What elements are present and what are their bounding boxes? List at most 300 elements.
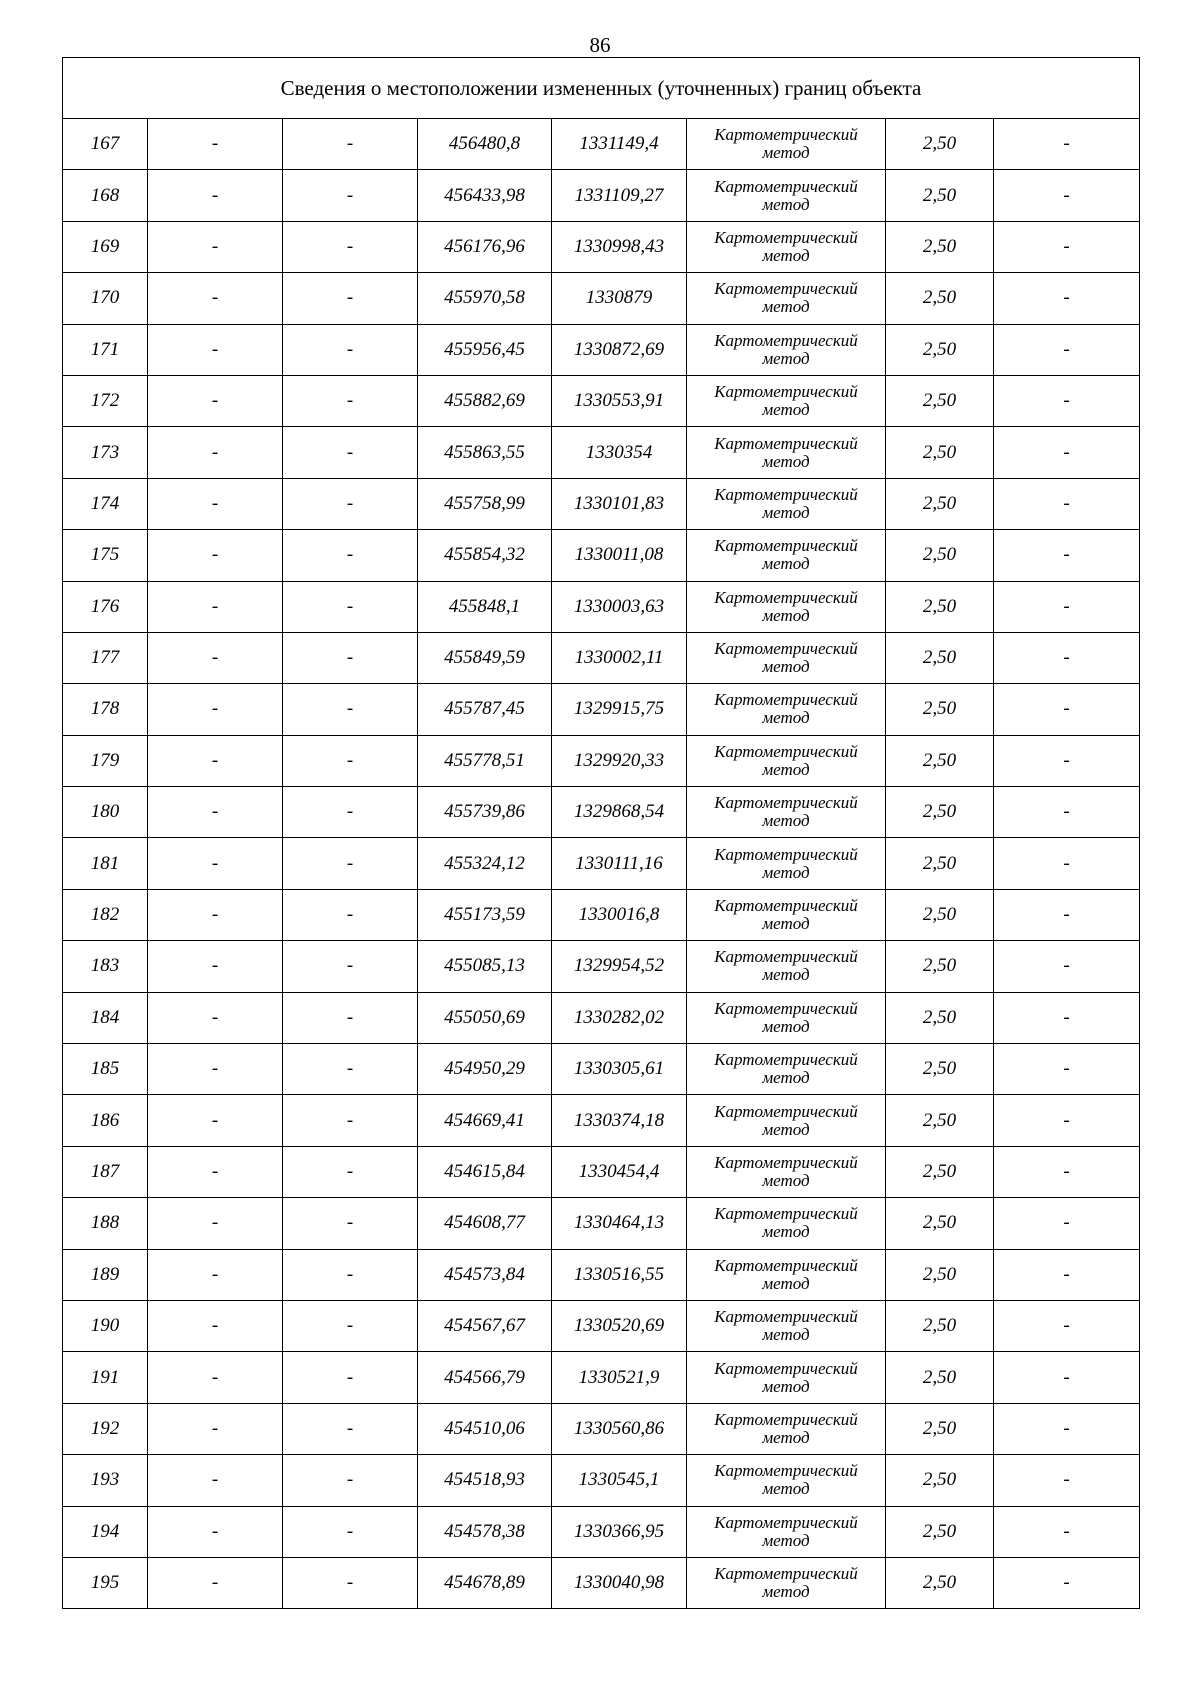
- empty-dash-cell: -: [283, 273, 418, 324]
- empty-dash-cell: -: [283, 1352, 418, 1403]
- method-line-1: Картометрический: [714, 639, 858, 659]
- empty-dash-cell: -: [994, 992, 1140, 1043]
- empty-dash-cell: -: [283, 119, 418, 170]
- empty-dash-cell: -: [148, 1403, 283, 1454]
- method-line-1: Картометрический: [714, 484, 858, 504]
- table-row: [63, 273, 1140, 324]
- method-line-1: Картометрический: [714, 793, 858, 813]
- empty-dash-cell: -: [283, 1300, 418, 1351]
- method-line-1: Картометрический: [714, 176, 858, 196]
- method-cell: [687, 375, 886, 426]
- coordinate-y-cell: 1330560,86: [552, 1403, 687, 1454]
- method-cell: [687, 119, 886, 170]
- accuracy-cell: 2,50: [886, 1198, 994, 1249]
- empty-dash-cell: -: [148, 1506, 283, 1557]
- empty-dash-cell: -: [283, 838, 418, 889]
- method-line-2: метод: [762, 502, 810, 522]
- empty-dash-cell: -: [994, 478, 1140, 529]
- table-row: [63, 324, 1140, 375]
- method-line-1: Картометрический: [714, 1307, 858, 1327]
- coordinate-y-cell: 1330520,69: [552, 1300, 687, 1351]
- coordinate-y-cell: 1330101,83: [552, 478, 687, 529]
- coordinate-y-cell: 1331109,27: [552, 170, 687, 221]
- accuracy-cell: 2,50: [886, 632, 994, 683]
- table-row: [63, 838, 1140, 889]
- method-line-1: Картометрический: [714, 536, 858, 556]
- table-row: [63, 1352, 1140, 1403]
- empty-dash-cell: -: [148, 1044, 283, 1095]
- empty-dash-cell: -: [994, 1249, 1140, 1300]
- method-line-2: метод: [762, 245, 810, 265]
- point-number-cell: 168: [63, 170, 148, 221]
- empty-dash-cell: -: [283, 787, 418, 838]
- empty-dash-cell: -: [283, 1095, 418, 1146]
- method-line-1: Картометрический: [714, 279, 858, 299]
- empty-dash-cell: -: [994, 1403, 1140, 1454]
- table-row: [63, 1044, 1140, 1095]
- method-line-1: Картометрический: [714, 690, 858, 710]
- empty-dash-cell: -: [994, 1506, 1140, 1557]
- accuracy-cell: 2,50: [886, 324, 994, 375]
- coordinate-x-cell: 455758,99: [418, 478, 552, 529]
- coordinate-x-cell: 454567,67: [418, 1300, 552, 1351]
- method-cell: [687, 1300, 886, 1351]
- table-row: [63, 530, 1140, 581]
- accuracy-cell: 2,50: [886, 787, 994, 838]
- point-number-cell: 194: [63, 1506, 148, 1557]
- point-number-cell: 190: [63, 1300, 148, 1351]
- accuracy-cell: 2,50: [886, 375, 994, 426]
- method-line-2: метод: [762, 1325, 810, 1345]
- table-row: [63, 1506, 1140, 1557]
- empty-dash-cell: -: [994, 1095, 1140, 1146]
- method-cell: [687, 838, 886, 889]
- empty-dash-cell: -: [148, 684, 283, 735]
- table-row: [63, 478, 1140, 529]
- empty-dash-cell: -: [994, 1455, 1140, 1506]
- coordinate-y-cell: 1330003,63: [552, 581, 687, 632]
- method-line-1: Картометрический: [714, 896, 858, 916]
- method-line-1: Картометрический: [714, 1409, 858, 1429]
- accuracy-cell: 2,50: [886, 581, 994, 632]
- point-number-cell: 193: [63, 1455, 148, 1506]
- table-row: [63, 992, 1140, 1043]
- accuracy-cell: 2,50: [886, 941, 994, 992]
- method-line-2: метод: [762, 297, 810, 317]
- point-number-cell: 185: [63, 1044, 148, 1095]
- coordinate-x-cell: 455778,51: [418, 735, 552, 786]
- point-number-cell: 181: [63, 838, 148, 889]
- method-line-2: метод: [762, 1171, 810, 1190]
- method-line-2: метод: [762, 143, 810, 163]
- table-row: [63, 119, 1140, 170]
- coordinate-y-cell: 1329868,54: [552, 787, 687, 838]
- method-cell: [687, 221, 886, 272]
- method-line-2: метод: [762, 811, 810, 831]
- point-number-cell: 175: [63, 530, 148, 581]
- method-line-2: метод: [762, 1119, 810, 1139]
- method-line-1: Картометрический: [714, 125, 858, 145]
- method-cell: [687, 324, 886, 375]
- table-row: [63, 427, 1140, 478]
- empty-dash-cell: -: [994, 735, 1140, 786]
- accuracy-cell: 2,50: [886, 478, 994, 529]
- method-line-2: метод: [762, 914, 810, 934]
- method-line-1: Картометрический: [714, 1461, 858, 1481]
- empty-dash-cell: -: [994, 119, 1140, 170]
- point-number-cell: 174: [63, 478, 148, 529]
- method-cell: [687, 427, 886, 478]
- point-number-cell: 180: [63, 787, 148, 838]
- table-row: [63, 581, 1140, 632]
- point-number-cell: 192: [63, 1403, 148, 1454]
- method-line-2: метод: [762, 1376, 810, 1396]
- accuracy-cell: 2,50: [886, 684, 994, 735]
- coordinate-y-cell: 1331149,4: [552, 119, 687, 170]
- accuracy-cell: 2,50: [886, 273, 994, 324]
- table-row: [63, 1455, 1140, 1506]
- point-number-cell: 179: [63, 735, 148, 786]
- method-line-1: Картометрический: [714, 1358, 858, 1378]
- coordinate-y-cell: 1330354: [552, 427, 687, 478]
- table-title-row: [63, 58, 1140, 119]
- empty-dash-cell: -: [148, 221, 283, 272]
- coordinate-x-cell: 455863,55: [418, 427, 552, 478]
- accuracy-cell: 2,50: [886, 1403, 994, 1454]
- table-row: [63, 632, 1140, 683]
- coordinate-x-cell: 455956,45: [418, 324, 552, 375]
- point-number-cell: 177: [63, 632, 148, 683]
- method-cell: [687, 941, 886, 992]
- table-title: Сведения о местоположении измененных (уточненных) границ объекта: [63, 58, 1140, 119]
- method-cell: [687, 889, 886, 940]
- coordinate-y-cell: 1330002,11: [552, 632, 687, 683]
- page-number: 86: [589, 33, 611, 57]
- method-line-1: Картометрический: [714, 1255, 858, 1275]
- method-cell: [687, 530, 886, 581]
- table-row: [63, 170, 1140, 221]
- coordinate-x-cell: 454950,29: [418, 1044, 552, 1095]
- boundary-coordinates-table: [62, 57, 1140, 1609]
- method-cell: [687, 992, 886, 1043]
- accuracy-cell: 2,50: [886, 889, 994, 940]
- coordinate-y-cell: 1330011,08: [552, 530, 687, 581]
- coordinate-y-cell: 1330040,98: [552, 1557, 687, 1608]
- method-cell: [687, 787, 886, 838]
- empty-dash-cell: -: [148, 1146, 283, 1197]
- empty-dash-cell: -: [148, 170, 283, 221]
- method-line-1: Картометрический: [714, 433, 858, 453]
- coordinate-x-cell: 454678,89: [418, 1557, 552, 1608]
- accuracy-cell: 2,50: [886, 1249, 994, 1300]
- method-line-2: метод: [762, 1479, 810, 1499]
- empty-dash-cell: -: [283, 684, 418, 735]
- empty-dash-cell: -: [148, 992, 283, 1043]
- coordinate-y-cell: 1330016,8: [552, 889, 687, 940]
- coordinate-y-cell: 1329915,75: [552, 684, 687, 735]
- empty-dash-cell: -: [148, 787, 283, 838]
- empty-dash-cell: -: [148, 941, 283, 992]
- coordinate-y-cell: 1330454,4: [552, 1146, 687, 1197]
- coordinate-y-cell: 1330553,91: [552, 375, 687, 426]
- empty-dash-cell: -: [994, 221, 1140, 272]
- empty-dash-cell: -: [148, 632, 283, 683]
- empty-dash-cell: -: [994, 1557, 1140, 1608]
- table-row: [63, 787, 1140, 838]
- table-row: [63, 684, 1140, 735]
- method-line-2: метод: [762, 554, 810, 574]
- empty-dash-cell: -: [994, 889, 1140, 940]
- coordinate-y-cell: 1330366,95: [552, 1506, 687, 1557]
- method-line-2: метод: [762, 657, 810, 677]
- method-cell: [687, 1455, 886, 1506]
- method-line-2: метод: [762, 759, 810, 779]
- coordinate-x-cell: 454578,38: [418, 1506, 552, 1557]
- empty-dash-cell: -: [283, 221, 418, 272]
- accuracy-cell: 2,50: [886, 221, 994, 272]
- empty-dash-cell: -: [148, 1455, 283, 1506]
- table-row: [63, 1198, 1140, 1249]
- method-cell: [687, 1044, 886, 1095]
- empty-dash-cell: -: [283, 1557, 418, 1608]
- method-cell: [687, 632, 886, 683]
- coordinate-y-cell: 1330305,61: [552, 1044, 687, 1095]
- coordinate-x-cell: 454608,77: [418, 1198, 552, 1249]
- accuracy-cell: 2,50: [886, 1455, 994, 1506]
- empty-dash-cell: -: [283, 1455, 418, 1506]
- point-number-cell: 183: [63, 941, 148, 992]
- coordinate-x-cell: 455848,1: [418, 581, 552, 632]
- empty-dash-cell: -: [994, 1198, 1140, 1249]
- method-line-2: метод: [762, 1068, 810, 1088]
- empty-dash-cell: -: [148, 838, 283, 889]
- empty-dash-cell: -: [283, 1146, 418, 1197]
- table-row: [63, 375, 1140, 426]
- method-line-2: метод: [762, 1222, 810, 1242]
- method-line-2: метод: [762, 605, 810, 625]
- method-line-2: метод: [762, 400, 810, 420]
- method-cell: [687, 1506, 886, 1557]
- point-number-cell: 182: [63, 889, 148, 940]
- empty-dash-cell: -: [283, 1506, 418, 1557]
- method-line-2: метод: [762, 1530, 810, 1550]
- table-row: [63, 1146, 1140, 1197]
- table-row: [63, 941, 1140, 992]
- empty-dash-cell: -: [283, 632, 418, 683]
- point-number-cell: 195: [63, 1557, 148, 1608]
- table-row: [63, 1557, 1140, 1608]
- empty-dash-cell: -: [148, 1249, 283, 1300]
- method-line-2: метод: [762, 965, 810, 985]
- method-cell: [687, 684, 886, 735]
- empty-dash-cell: -: [283, 1044, 418, 1095]
- coordinate-x-cell: 454566,79: [418, 1352, 552, 1403]
- table-row: [63, 1095, 1140, 1146]
- method-cell: [687, 273, 886, 324]
- point-number-cell: 170: [63, 273, 148, 324]
- empty-dash-cell: -: [994, 1352, 1140, 1403]
- point-number-cell: 178: [63, 684, 148, 735]
- empty-dash-cell: -: [283, 735, 418, 786]
- method-cell: [687, 1403, 886, 1454]
- point-number-cell: 186: [63, 1095, 148, 1146]
- method-line-2: метод: [762, 1016, 810, 1036]
- empty-dash-cell: -: [994, 1300, 1140, 1351]
- method-cell: [687, 1198, 886, 1249]
- method-line-1: Картометрический: [714, 587, 858, 607]
- accuracy-cell: 2,50: [886, 170, 994, 221]
- accuracy-cell: 2,50: [886, 119, 994, 170]
- point-number-cell: 171: [63, 324, 148, 375]
- method-line-1: Картометрический: [714, 998, 858, 1018]
- coordinate-x-cell: 455173,59: [418, 889, 552, 940]
- method-line-1: Картометрический: [714, 330, 858, 350]
- empty-dash-cell: -: [148, 324, 283, 375]
- empty-dash-cell: -: [994, 684, 1140, 735]
- coordinate-y-cell: 1330545,1: [552, 1455, 687, 1506]
- empty-dash-cell: -: [283, 992, 418, 1043]
- accuracy-cell: 2,50: [886, 992, 994, 1043]
- method-cell: [687, 581, 886, 632]
- table-row: [63, 1300, 1140, 1351]
- coordinate-y-cell: 1330374,18: [552, 1095, 687, 1146]
- method-line-2: метод: [762, 862, 810, 882]
- method-cell: [687, 735, 886, 786]
- accuracy-cell: 2,50: [886, 1044, 994, 1095]
- empty-dash-cell: -: [994, 530, 1140, 581]
- coordinate-y-cell: 1330872,69: [552, 324, 687, 375]
- empty-dash-cell: -: [283, 375, 418, 426]
- empty-dash-cell: -: [148, 119, 283, 170]
- table-row: [63, 735, 1140, 786]
- empty-dash-cell: -: [994, 632, 1140, 683]
- empty-dash-cell: -: [994, 324, 1140, 375]
- table-row: [63, 1403, 1140, 1454]
- coordinate-y-cell: 1330879: [552, 273, 687, 324]
- empty-dash-cell: -: [283, 478, 418, 529]
- empty-dash-cell: -: [283, 324, 418, 375]
- accuracy-cell: 2,50: [886, 1095, 994, 1146]
- method-line-1: Картометрический: [714, 741, 858, 761]
- method-cell: [687, 1249, 886, 1300]
- accuracy-cell: 2,50: [886, 1352, 994, 1403]
- point-number-cell: 172: [63, 375, 148, 426]
- coordinate-y-cell: 1330998,43: [552, 221, 687, 272]
- coordinate-x-cell: 456176,96: [418, 221, 552, 272]
- method-line-1: Картометрический: [714, 1101, 858, 1121]
- point-number-cell: 187: [63, 1146, 148, 1197]
- coordinate-y-cell: 1330521,9: [552, 1352, 687, 1403]
- point-number-cell: 188: [63, 1198, 148, 1249]
- method-line-2: метод: [762, 708, 810, 728]
- table-row: [63, 1249, 1140, 1300]
- coordinate-x-cell: 455882,69: [418, 375, 552, 426]
- empty-dash-cell: -: [148, 478, 283, 529]
- empty-dash-cell: -: [994, 1044, 1140, 1095]
- accuracy-cell: 2,50: [886, 1506, 994, 1557]
- method-line-2: метод: [762, 1582, 810, 1602]
- empty-dash-cell: -: [283, 581, 418, 632]
- coordinate-x-cell: 455854,32: [418, 530, 552, 581]
- coordinate-x-cell: 455787,45: [418, 684, 552, 735]
- empty-dash-cell: -: [283, 1198, 418, 1249]
- empty-dash-cell: -: [994, 941, 1140, 992]
- coordinate-y-cell: 1330516,55: [552, 1249, 687, 1300]
- method-line-2: метод: [762, 451, 810, 471]
- empty-dash-cell: -: [148, 273, 283, 324]
- coordinate-x-cell: 455739,86: [418, 787, 552, 838]
- accuracy-cell: 2,50: [886, 1557, 994, 1608]
- coordinate-x-cell: 454615,84: [418, 1146, 552, 1197]
- method-cell: [687, 1146, 886, 1197]
- method-line-1: Картометрический: [714, 947, 858, 967]
- method-cell: [687, 1557, 886, 1608]
- table-row: [63, 221, 1140, 272]
- method-line-1: Картометрический: [714, 1050, 858, 1070]
- accuracy-cell: 2,50: [886, 530, 994, 581]
- method-line-2: метод: [762, 348, 810, 368]
- coordinate-x-cell: 456433,98: [418, 170, 552, 221]
- method-line-1: Картометрический: [714, 1564, 858, 1584]
- method-line-1: Картометрический: [714, 1512, 858, 1532]
- method-cell: [687, 170, 886, 221]
- empty-dash-cell: -: [148, 1095, 283, 1146]
- method-cell: [687, 1095, 886, 1146]
- empty-dash-cell: -: [994, 427, 1140, 478]
- empty-dash-cell: -: [283, 889, 418, 940]
- empty-dash-cell: -: [994, 273, 1140, 324]
- coordinate-x-cell: 455085,13: [418, 941, 552, 992]
- method-cell: [687, 478, 886, 529]
- empty-dash-cell: -: [994, 170, 1140, 221]
- table-row: [63, 889, 1140, 940]
- coordinate-x-cell: 455050,69: [418, 992, 552, 1043]
- method-line-1: Картометрический: [714, 382, 858, 402]
- coordinate-y-cell: 1330464,13: [552, 1198, 687, 1249]
- empty-dash-cell: -: [148, 1352, 283, 1403]
- point-number-cell: 167: [63, 119, 148, 170]
- empty-dash-cell: -: [994, 375, 1140, 426]
- method-line-2: метод: [762, 1427, 810, 1447]
- empty-dash-cell: -: [283, 170, 418, 221]
- empty-dash-cell: -: [283, 941, 418, 992]
- coordinate-y-cell: 1329954,52: [552, 941, 687, 992]
- coordinate-x-cell: 455324,12: [418, 838, 552, 889]
- empty-dash-cell: -: [148, 1198, 283, 1249]
- coordinate-x-cell: 454510,06: [418, 1403, 552, 1454]
- point-number-cell: 189: [63, 1249, 148, 1300]
- accuracy-cell: 2,50: [886, 735, 994, 786]
- empty-dash-cell: -: [148, 530, 283, 581]
- method-line-1: Картометрический: [714, 227, 858, 247]
- empty-dash-cell: -: [148, 1557, 283, 1608]
- empty-dash-cell: -: [994, 838, 1140, 889]
- empty-dash-cell: -: [283, 1249, 418, 1300]
- empty-dash-cell: -: [148, 1300, 283, 1351]
- empty-dash-cell: -: [148, 581, 283, 632]
- coordinate-x-cell: 454669,41: [418, 1095, 552, 1146]
- empty-dash-cell: -: [994, 581, 1140, 632]
- point-number-cell: 176: [63, 581, 148, 632]
- empty-dash-cell: -: [994, 787, 1140, 838]
- point-number-cell: 191: [63, 1352, 148, 1403]
- empty-dash-cell: -: [148, 375, 283, 426]
- method-line-2: метод: [762, 1273, 810, 1293]
- empty-dash-cell: -: [994, 1146, 1140, 1197]
- method-line-2: метод: [762, 194, 810, 214]
- coordinate-x-cell: 454518,93: [418, 1455, 552, 1506]
- accuracy-cell: 2,50: [886, 1146, 994, 1197]
